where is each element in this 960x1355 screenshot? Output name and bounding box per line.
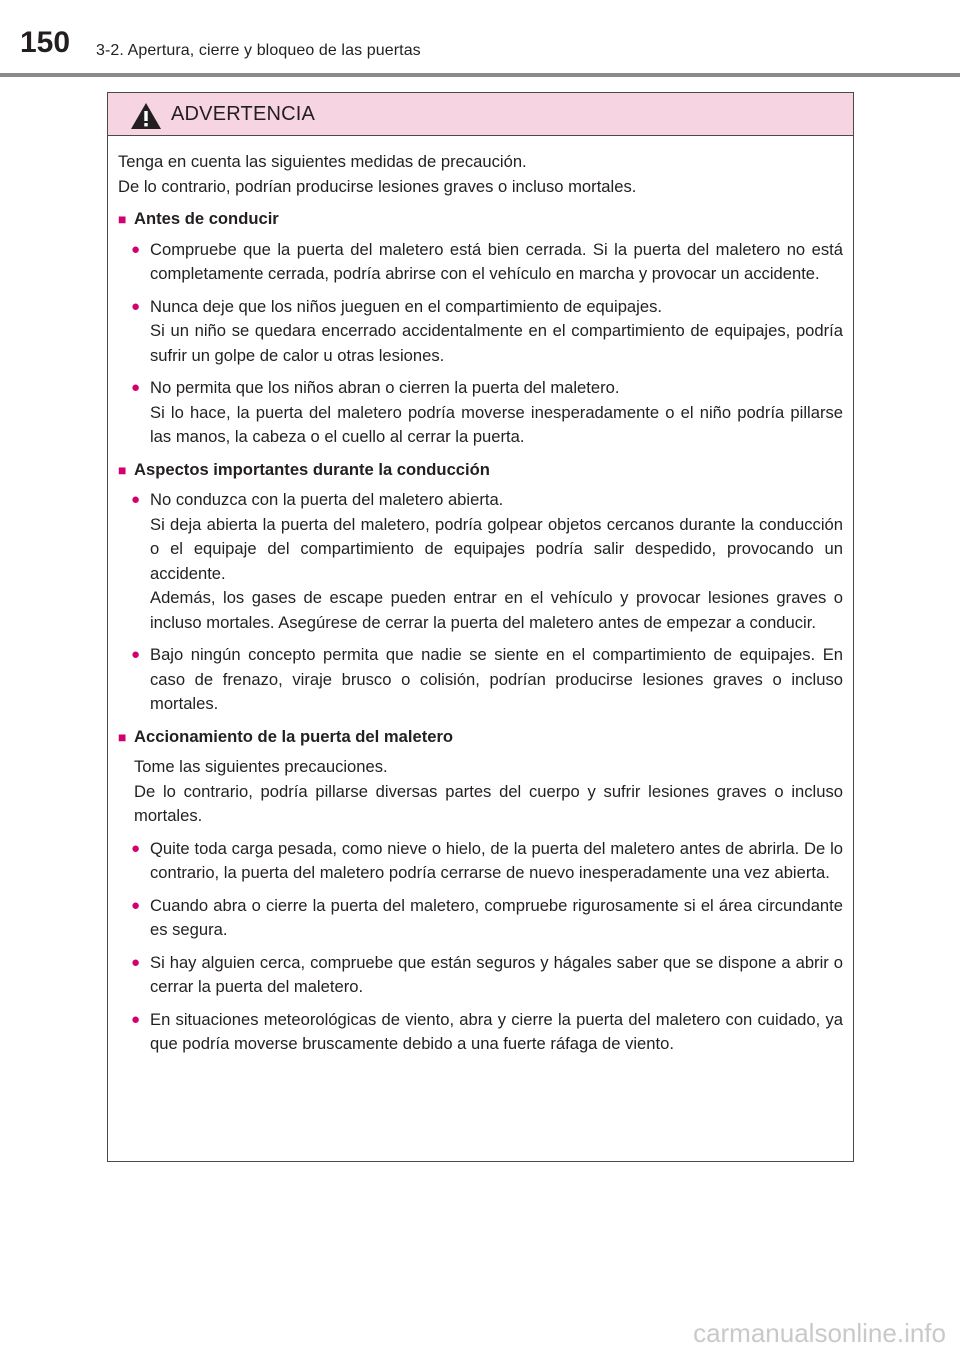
bullet-icon: ● <box>131 896 141 914</box>
bullet-paragraph: Si hay alguien cerca, compruebe que están seguros y hágales saber que se dispone a abrir o cerrar la puerta del maletero. <box>150 952 843 996</box>
bullet-icon: ● <box>131 297 141 315</box>
list-item <box>118 238 843 287</box>
bullet-paragraph: En situaciones meteorológicas de viento, abra y cierre la puerta del maletero con cuidado, ya que podría moverse bruscamente debido a una fuerte ráfaga de viento. <box>150 1009 843 1053</box>
bullet-icon: ● <box>131 240 141 258</box>
page-number: 150 <box>20 26 71 59</box>
section-heading-text: Aspectos importantes durante la conducción <box>134 459 490 479</box>
bullet-paragraph: Si un niño se quedara encerrado accidentalmente en el compartimiento de equipajes, podría sufrir un golpe de calor u otras lesiones. <box>150 321 843 365</box>
section-marker-icon: ■ <box>118 461 127 478</box>
lead-line: De lo contrario, podría pillarse diversas partes del cuerpo y sufrir lesiones graves o incluso mortales. <box>134 781 843 825</box>
section-marker-icon: ■ <box>118 728 127 745</box>
bullet-icon: ● <box>131 379 141 396</box>
list-item <box>118 894 843 943</box>
bullet-icon: ● <box>131 491 141 508</box>
warning-title: ADVERTENCIA <box>171 102 316 125</box>
page-header <box>0 0 960 78</box>
section-heading <box>118 207 843 232</box>
header-rule <box>0 73 960 77</box>
list-item <box>118 1008 843 1057</box>
intro-line: De lo contrario, podrían producirse lesiones graves o incluso mortales. <box>118 176 637 196</box>
bullet-paragraph: Además, los gases de escape pueden entrar en el vehículo y provocar lesiones graves o incluso mortales. Asegúrese de cerrar la puerta del maletero antes de empezar a conducir. <box>150 588 843 632</box>
bullet-icon: ● <box>131 1010 141 1028</box>
section-lead <box>118 755 843 829</box>
section-marker-icon: ■ <box>118 211 127 227</box>
bullet-paragraph: Si deja abierta la puerta del maletero, podría golpear objetos cercanos durante la conducción o el equipaje del compartimiento de equipajes podría salir despedido, provocando un accidente. <box>150 514 843 583</box>
lead-line: Tome las siguientes precauciones. <box>134 757 388 776</box>
bullet-paragraph: No permita que los niños abran o cierren la puerta del maletero. <box>150 378 620 397</box>
bullet-paragraph: No conduzca con la puerta del maletero abierta. <box>150 490 504 509</box>
warning-triangle-icon <box>130 102 162 130</box>
bullet-icon: ● <box>131 646 141 663</box>
bullet-paragraph: Nunca deje que los niños jueguen en el compartimiento de equipajes. <box>150 296 662 316</box>
list-item <box>118 643 843 717</box>
warning-intro <box>118 150 843 199</box>
bullet-paragraph: Si lo hace, la puerta del maletero podría moverse inesperadamente o el niño podría pillarse las manos, la cabeza o el cuello al cerrar la puerta. <box>150 402 843 446</box>
bullet-paragraph: Cuando abra o cierre la puerta del maletero, compruebe rigurosamente si el área circundante es segura. <box>150 895 843 939</box>
bullet-paragraph: Compruebe que la puerta del maletero está bien cerrada. Si la puerta del maletero no está completamente cerrada, podría abrirse con el vehículo en marcha y provocar un accidente. <box>150 239 843 283</box>
list-item <box>118 951 843 1000</box>
warning-body <box>108 136 853 1057</box>
bullet-icon: ● <box>131 953 141 971</box>
list-item <box>118 837 843 886</box>
section-heading-text: Accionamiento de la puerta del maletero <box>134 726 454 746</box>
section-heading <box>118 458 843 483</box>
list-item <box>118 295 843 369</box>
list-item <box>118 488 843 635</box>
section-heading <box>118 725 843 750</box>
section-heading-text: Antes de conducir <box>134 209 279 228</box>
bullet-paragraph: Quite toda carga pesada, como nieve o hielo, de la puerta del maletero antes de abrirla. De lo contrario, la puerta del maletero podría cerrarse de nuevo inesperadamente una vez abierta. <box>150 838 843 882</box>
bullet-icon: ● <box>131 839 141 857</box>
watermark: carmanualsonline.info <box>693 1318 946 1348</box>
intro-line: Tenga en cuenta las siguientes medidas de precaución. <box>118 152 527 171</box>
section-title: 3-2. Apertura, cierre y bloqueo de las puertas <box>96 42 421 59</box>
warning-box <box>107 92 854 1162</box>
warning-header <box>108 93 853 136</box>
bullet-paragraph: Bajo ningún concepto permita que nadie se siente en el compartimiento de equipajes. En caso de frenazo, viraje brusco o colisión, podrían producirse lesiones graves o incluso mortales. <box>150 645 843 713</box>
list-item <box>118 376 843 450</box>
